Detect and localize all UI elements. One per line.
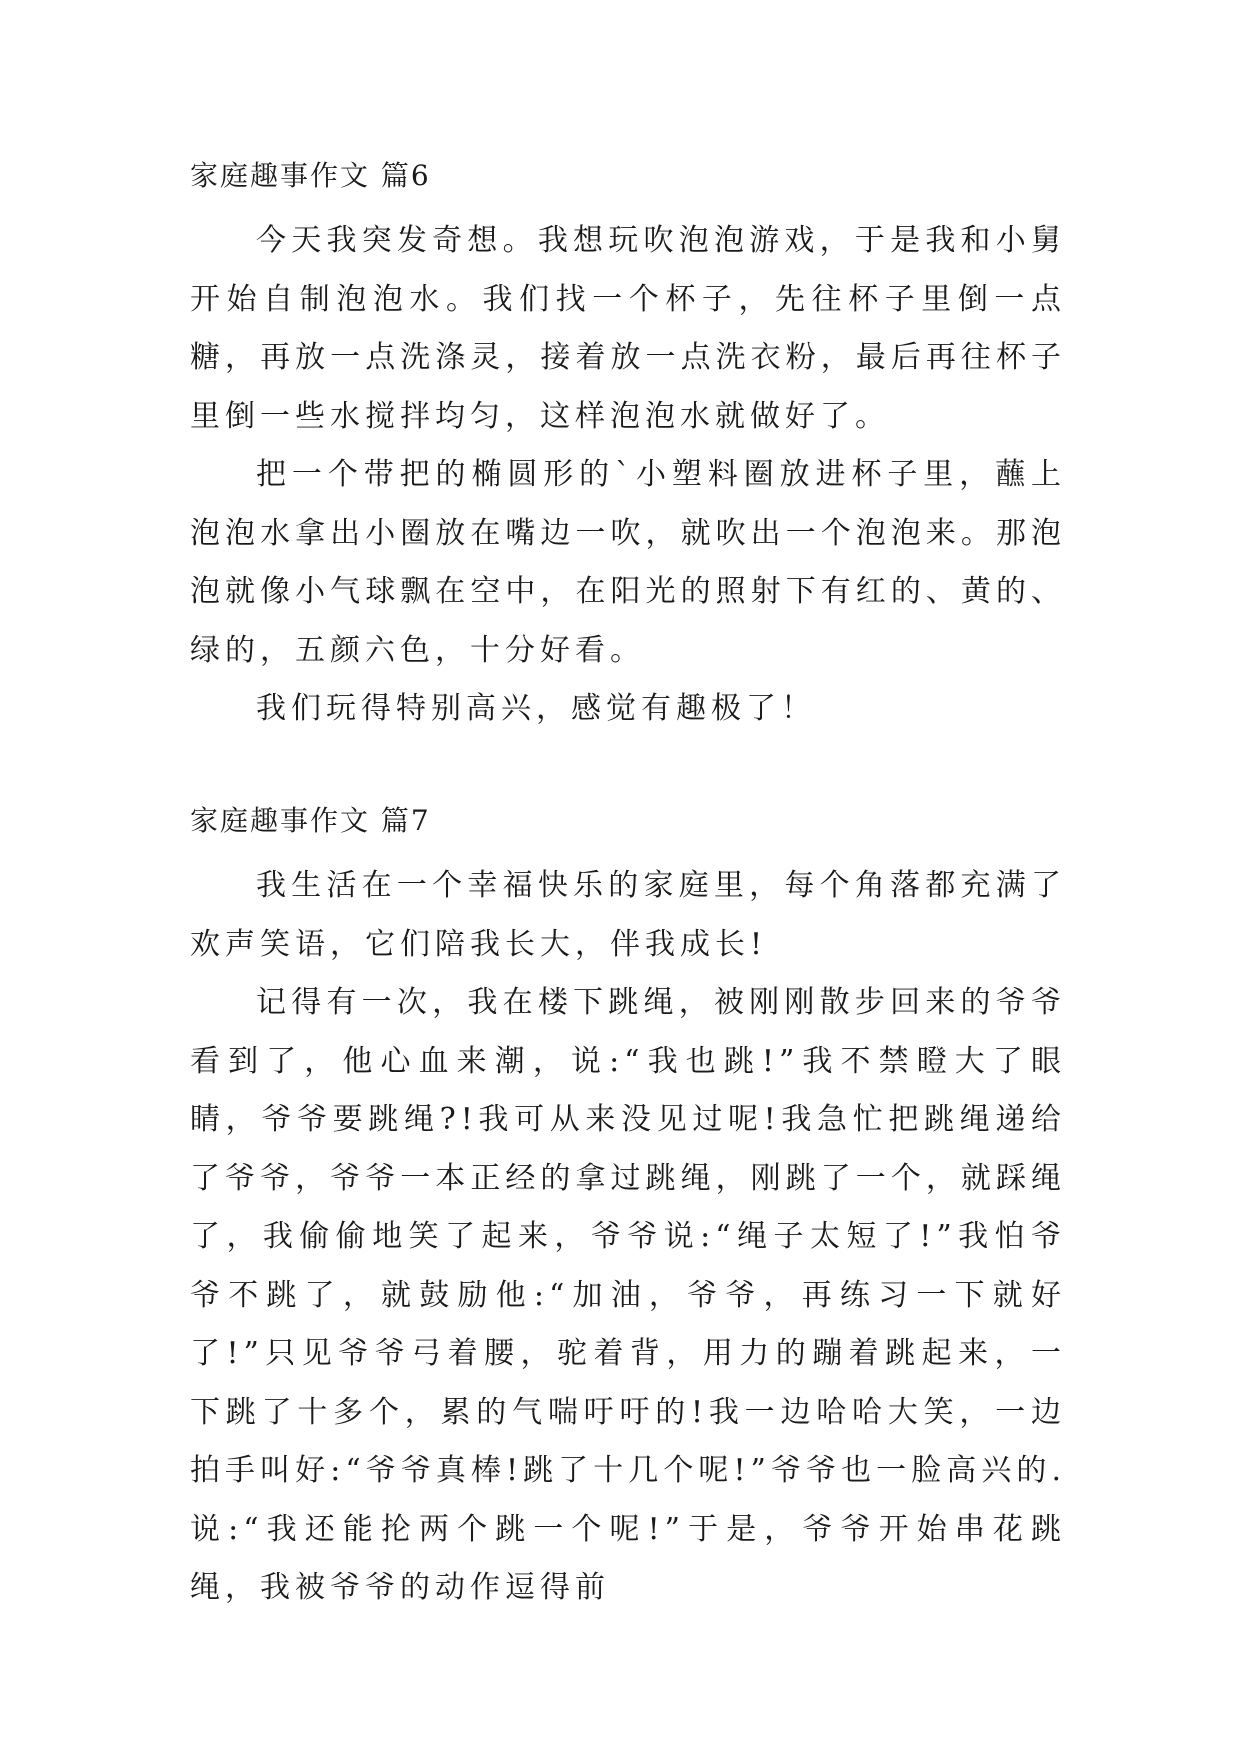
paragraph: 记得有一次，我在楼下跳绳，被刚刚散步回来的爷爷看到了，他心血来潮，说:“我也跳!”我不禁瞪大了眼睛，爷爷要跳绳?!我可从来没见过呢!我急忙把跳绳递给了爷爷，爷爷一本正经的拿过跳绳，刚跳了一个，就踩绳了，我偷偷地笑了起来，爷爷说:“绳子太短了!”我怕爷爷不跳了，就鼓励他:“加油，爷爷，再练习一下就好了!”只见爷爷弓着腰，驼着背，用力的蹦着跳起来，一下跳了十多个，累的气喘吁吁的!我一边哈哈大笑，一边拍手叫好:“爷爷真棒!跳了十几个呢!”爷爷也一脸高兴的.说:“我还能抡两个跳一个呢!”于是，爷爷开始串花跳绳，我被爷爷的动作逗得前 — [190, 985, 1066, 1605]
paragraph: 今天我突发奇想。我想玩吹泡泡游戏，于是我和小舅开始自制泡泡水。我们找一个杯子，先往杯子里倒一点糖，再放一点洗涤灵，接着放一点洗衣粉，最后再往杯子里倒一些水搅拌均匀，这样泡泡水就做好了。 — [190, 223, 1066, 434]
paragraph: 我生活在一个幸福快乐的家庭里，每个角落都充满了欢声笑语，它们陪我长大，伴我成长! — [190, 868, 1066, 962]
paragraph: 把一个带把的椭圆形的`小塑料圈放进杯子里，蘸上泡泡水拿出小圈放在嘴边一吹，就吹出一个泡泡来。那泡泡就像小气球飘在空中，在阳光的照射下有红的、黄的、绿的，五颜六色，十分好看。 — [190, 457, 1066, 668]
section-heading: 家庭趣事作文 篇7 — [190, 804, 431, 837]
paragraph: 我们玩得特别高兴，感觉有趣极了！ — [256, 691, 816, 726]
essay-section-7 — [190, 805, 1066, 1618]
section-heading: 家庭趣事作文 篇6 — [190, 159, 431, 192]
essay-section-6 — [190, 160, 1066, 739]
